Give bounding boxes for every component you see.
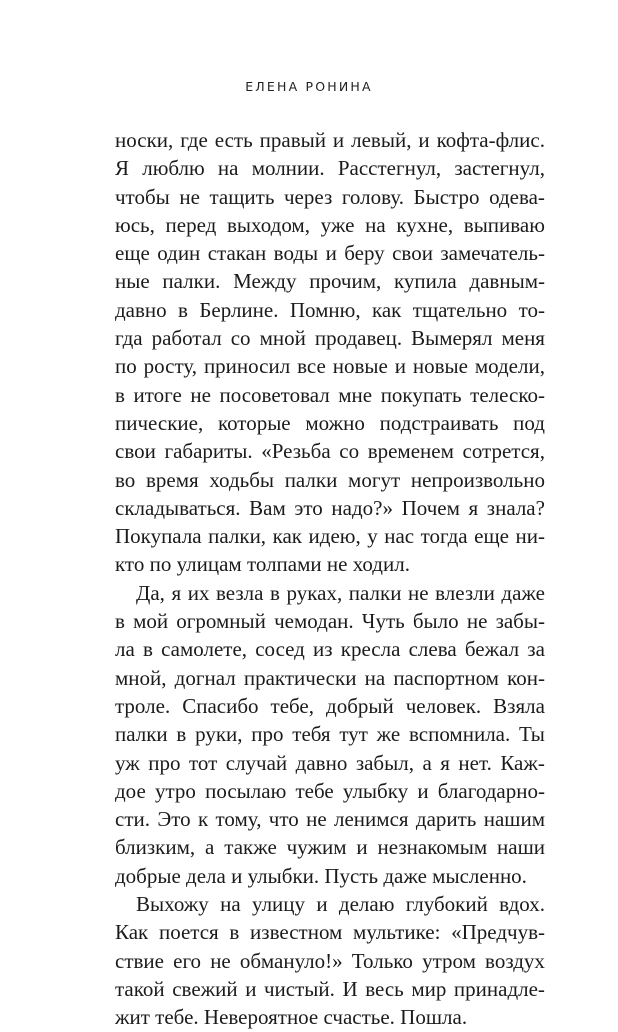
word: гда xyxy=(115,326,143,351)
word: телеско- xyxy=(470,382,545,407)
word: Покупала xyxy=(115,524,202,549)
word: юсь, xyxy=(115,212,155,237)
word: за xyxy=(527,637,545,662)
word: ные xyxy=(115,269,150,294)
word: работал xyxy=(151,326,222,351)
word: утро xyxy=(154,778,196,803)
word: габариты. xyxy=(164,439,253,464)
word: Почем xyxy=(401,495,460,520)
word: я xyxy=(468,495,479,520)
word: как xyxy=(272,524,302,549)
paragraph xyxy=(115,579,545,890)
word: воздух xyxy=(485,948,545,973)
word: и xyxy=(316,892,328,917)
word: в xyxy=(176,722,187,747)
word: тому, xyxy=(215,807,262,832)
word: и xyxy=(394,354,406,379)
word: тебе xyxy=(295,778,334,803)
word: из xyxy=(313,637,333,662)
text-line xyxy=(115,805,545,833)
word: нет. xyxy=(458,750,492,775)
word: мной, xyxy=(115,665,167,690)
word: улицу xyxy=(252,892,306,917)
text-line xyxy=(115,267,545,295)
word: Помню, xyxy=(289,297,361,322)
word: кресла xyxy=(340,637,401,662)
word: огромный xyxy=(176,609,266,634)
text-line xyxy=(115,494,545,522)
word: троле. xyxy=(115,693,171,718)
running-head-author: ЕЛЕНА РОНИНА xyxy=(245,79,373,94)
word: носки, xyxy=(115,128,174,152)
word: весь xyxy=(365,976,404,1001)
word: тщательно xyxy=(412,297,508,322)
word: я xyxy=(171,580,182,605)
word: росту, xyxy=(143,354,198,379)
word: новые xyxy=(332,354,388,379)
word: ходьбы xyxy=(209,467,274,492)
text-line xyxy=(115,550,545,578)
word: бежал xyxy=(464,637,520,662)
word: а xyxy=(422,750,432,775)
word: не xyxy=(466,609,488,634)
text-line xyxy=(115,296,545,324)
word: забы- xyxy=(495,609,545,634)
word: известном xyxy=(250,920,343,945)
text-line xyxy=(115,579,545,607)
word: складываться. xyxy=(115,495,241,520)
word: и xyxy=(245,976,257,1001)
body-text xyxy=(115,126,545,1032)
word: тот xyxy=(188,750,218,775)
word: Ты xyxy=(519,722,545,747)
text-line xyxy=(115,862,545,890)
text-line xyxy=(115,975,545,1003)
word: дарить xyxy=(415,807,477,832)
word: такой xyxy=(115,976,165,1001)
text-line xyxy=(115,749,545,777)
word: покупать xyxy=(380,382,462,407)
text-line xyxy=(115,126,545,154)
word: как xyxy=(371,297,402,322)
text-line xyxy=(115,183,545,211)
word: мной xyxy=(259,326,306,351)
word: вдох. xyxy=(499,892,545,917)
word: в xyxy=(142,637,153,662)
word: обмануло!» xyxy=(239,948,343,973)
text-line xyxy=(115,720,545,748)
word: тебе, xyxy=(270,693,315,718)
word: подстраивать xyxy=(379,410,499,435)
word: со xyxy=(339,439,360,464)
word: идею, xyxy=(308,524,361,549)
word: Выхожу xyxy=(136,892,209,917)
word: сосед xyxy=(255,637,305,662)
word: паспортном xyxy=(393,665,499,690)
word: мир xyxy=(411,976,447,1001)
word: со xyxy=(230,326,251,351)
word: делаю xyxy=(338,892,395,917)
word: Расстегнул, xyxy=(337,156,442,181)
word: тебя xyxy=(292,722,331,747)
word: его xyxy=(173,948,202,973)
word: практически xyxy=(243,665,357,690)
word: Это xyxy=(157,807,191,832)
word: не xyxy=(179,184,200,209)
word: благодарно- xyxy=(437,778,545,803)
text-line xyxy=(115,211,545,239)
word: на xyxy=(365,212,386,237)
word: надо?» xyxy=(331,495,393,520)
word: «Предчув- xyxy=(451,920,545,945)
word: палки xyxy=(348,580,402,605)
word: наши xyxy=(497,835,545,860)
word: тащить xyxy=(209,184,275,209)
word: добрый xyxy=(326,693,394,718)
word: которые xyxy=(217,410,291,435)
word: на xyxy=(217,156,239,181)
word: тут xyxy=(339,722,368,747)
text-line xyxy=(115,437,545,465)
word: молнии. xyxy=(251,156,325,181)
word: модели, xyxy=(474,354,545,379)
word: застегнул, xyxy=(454,156,545,181)
word: еще xyxy=(115,241,150,266)
word: свои xyxy=(392,241,433,266)
text-line xyxy=(115,777,545,805)
word: в xyxy=(229,920,240,945)
word: чтобы xyxy=(115,184,170,209)
word: купила xyxy=(394,269,457,294)
word: принадле- xyxy=(453,976,545,1001)
word: Между xyxy=(233,269,297,294)
text-line xyxy=(115,466,545,494)
word: слева xyxy=(408,637,457,662)
text-line-content: добрые дела и улыбки. Пусть даже мысленно. xyxy=(115,863,527,888)
word: руки, xyxy=(195,722,243,747)
word: посылаю xyxy=(205,778,287,803)
word: про xyxy=(148,750,181,775)
word: Как xyxy=(115,920,149,945)
text-line xyxy=(115,381,545,409)
word: чемодан. xyxy=(274,609,354,634)
word: это xyxy=(294,495,323,520)
text-line xyxy=(115,664,545,692)
word: можно xyxy=(305,410,365,435)
word: в xyxy=(115,382,125,407)
word: нас xyxy=(384,524,415,549)
word: стакан xyxy=(207,241,267,266)
word: случай xyxy=(225,750,288,775)
word: Только xyxy=(351,948,413,973)
word: нашим xyxy=(483,807,545,832)
text-line xyxy=(115,833,545,861)
word: я xyxy=(440,750,450,775)
word: у xyxy=(367,524,378,549)
word: беру xyxy=(344,241,385,266)
word: итоге xyxy=(133,382,182,407)
word: догнал xyxy=(174,665,236,690)
word: ствие xyxy=(115,948,164,973)
word: выходом, xyxy=(227,212,310,237)
word: мне xyxy=(338,382,373,407)
word: время xyxy=(145,467,199,492)
word: ленимся xyxy=(334,807,409,832)
word: продавец. xyxy=(314,326,403,351)
word: временем xyxy=(367,439,454,464)
word: под xyxy=(513,410,545,435)
word: что xyxy=(268,807,299,832)
word: Я xyxy=(115,156,130,181)
word: к xyxy=(197,807,209,832)
word: мультике: xyxy=(353,920,441,945)
text-line xyxy=(115,918,545,946)
word: палки xyxy=(115,722,168,747)
word: есть xyxy=(214,128,253,152)
word: то- xyxy=(518,297,545,322)
word: новые xyxy=(412,354,468,379)
word: тогда xyxy=(420,524,468,549)
word: могут xyxy=(348,467,401,492)
word: Берлине. xyxy=(199,297,279,322)
word: давно xyxy=(115,297,167,322)
word: не xyxy=(306,807,327,832)
word: ла xyxy=(115,637,135,662)
word: утром xyxy=(422,948,476,973)
text-line xyxy=(115,154,545,182)
word: не xyxy=(190,382,211,407)
word: на xyxy=(364,665,386,690)
word: человек. xyxy=(405,693,482,718)
word: кухне, xyxy=(396,212,454,237)
word: голову. xyxy=(341,184,404,209)
word: Взяла xyxy=(493,693,545,718)
paragraph xyxy=(115,126,545,579)
word: приносил xyxy=(203,354,291,379)
text-line xyxy=(115,890,545,918)
word: про xyxy=(251,722,284,747)
word: правый xyxy=(259,128,326,152)
word: палки. xyxy=(162,269,221,294)
word: пические, xyxy=(115,410,204,435)
word: в xyxy=(115,609,125,634)
word: сти. xyxy=(115,807,150,832)
word: забыл, xyxy=(355,750,414,775)
word: прочим, xyxy=(309,269,382,294)
word: посоветовал xyxy=(219,382,330,407)
text-line xyxy=(115,239,545,267)
word: свои xyxy=(115,439,156,464)
word: а xyxy=(205,835,215,860)
word: давным- xyxy=(469,269,545,294)
word: ни- xyxy=(515,524,545,549)
word: во xyxy=(115,467,136,492)
paragraph xyxy=(115,890,545,1031)
word: сотрется, xyxy=(462,439,545,464)
word: влезли xyxy=(435,580,495,605)
word: люблю xyxy=(142,156,205,181)
word: чужим xyxy=(286,835,347,860)
word: кофта-флис. xyxy=(436,128,545,152)
word: выпиваю xyxy=(463,212,545,237)
word: И xyxy=(342,976,358,1001)
word: Чуть xyxy=(361,609,405,634)
word: одева- xyxy=(489,184,545,209)
word: непроизвольно xyxy=(410,467,545,492)
word: воды xyxy=(273,241,319,266)
word: где xyxy=(180,128,208,152)
word: их xyxy=(187,580,210,605)
word: не xyxy=(408,580,429,605)
word: замечатель- xyxy=(440,241,545,266)
word: Спасибо xyxy=(182,693,259,718)
word: поется xyxy=(158,920,219,945)
text-line-content: кто по улицам толпами не ходил. xyxy=(115,552,410,577)
word: один xyxy=(157,241,201,266)
text-line-content: жит тебе. Невероятное счастье. Пошла. xyxy=(115,1005,468,1030)
word: незнакомым xyxy=(377,835,488,860)
word: руках, xyxy=(286,580,343,605)
word: в xyxy=(178,297,188,322)
text-line xyxy=(115,522,545,550)
word: даже xyxy=(501,580,545,605)
word: уже xyxy=(320,212,355,237)
word: мой xyxy=(133,609,169,634)
text-line xyxy=(115,1003,545,1031)
word: улыбку xyxy=(342,778,409,803)
word: не xyxy=(210,948,231,973)
word: «Резьба xyxy=(261,439,331,464)
text-line xyxy=(115,947,545,975)
word: в xyxy=(270,580,280,605)
word: уж xyxy=(115,750,140,775)
word: знала? xyxy=(486,495,545,520)
word: Вымерял xyxy=(411,326,493,351)
word: меня xyxy=(501,326,545,351)
word: Да, xyxy=(136,580,165,605)
word: самолете, xyxy=(161,637,248,662)
word: везла xyxy=(216,580,264,605)
word: близким, xyxy=(115,835,196,860)
word: свежий xyxy=(172,976,238,1001)
word: и xyxy=(418,128,430,152)
word: по xyxy=(115,354,137,379)
word: также xyxy=(224,835,277,860)
text-line xyxy=(115,692,545,720)
word: палки xyxy=(284,467,338,492)
word: вспомнила. xyxy=(408,722,511,747)
word: еще xyxy=(474,524,509,549)
word: давно xyxy=(295,750,348,775)
word: же xyxy=(376,722,401,747)
text-line xyxy=(115,324,545,352)
text-line xyxy=(115,607,545,635)
text-line xyxy=(115,635,545,663)
word: было xyxy=(412,609,459,634)
word: и xyxy=(332,128,345,152)
word: Быстро xyxy=(413,184,480,209)
word: палки, xyxy=(208,524,267,549)
word: Вам xyxy=(249,495,286,520)
word: глубокий xyxy=(405,892,488,917)
word: и xyxy=(356,835,368,860)
text-line xyxy=(115,352,545,380)
word: на xyxy=(220,892,241,917)
word: и xyxy=(417,778,429,803)
word: чистый. xyxy=(264,976,335,1001)
word: Каж- xyxy=(500,750,545,775)
word: левый, xyxy=(351,128,412,152)
word: и xyxy=(325,241,337,266)
word: дое xyxy=(115,778,146,803)
text-line xyxy=(115,409,545,437)
word: перед xyxy=(165,212,217,237)
word: все xyxy=(297,354,326,379)
word: кон- xyxy=(507,665,545,690)
word: через xyxy=(283,184,333,209)
